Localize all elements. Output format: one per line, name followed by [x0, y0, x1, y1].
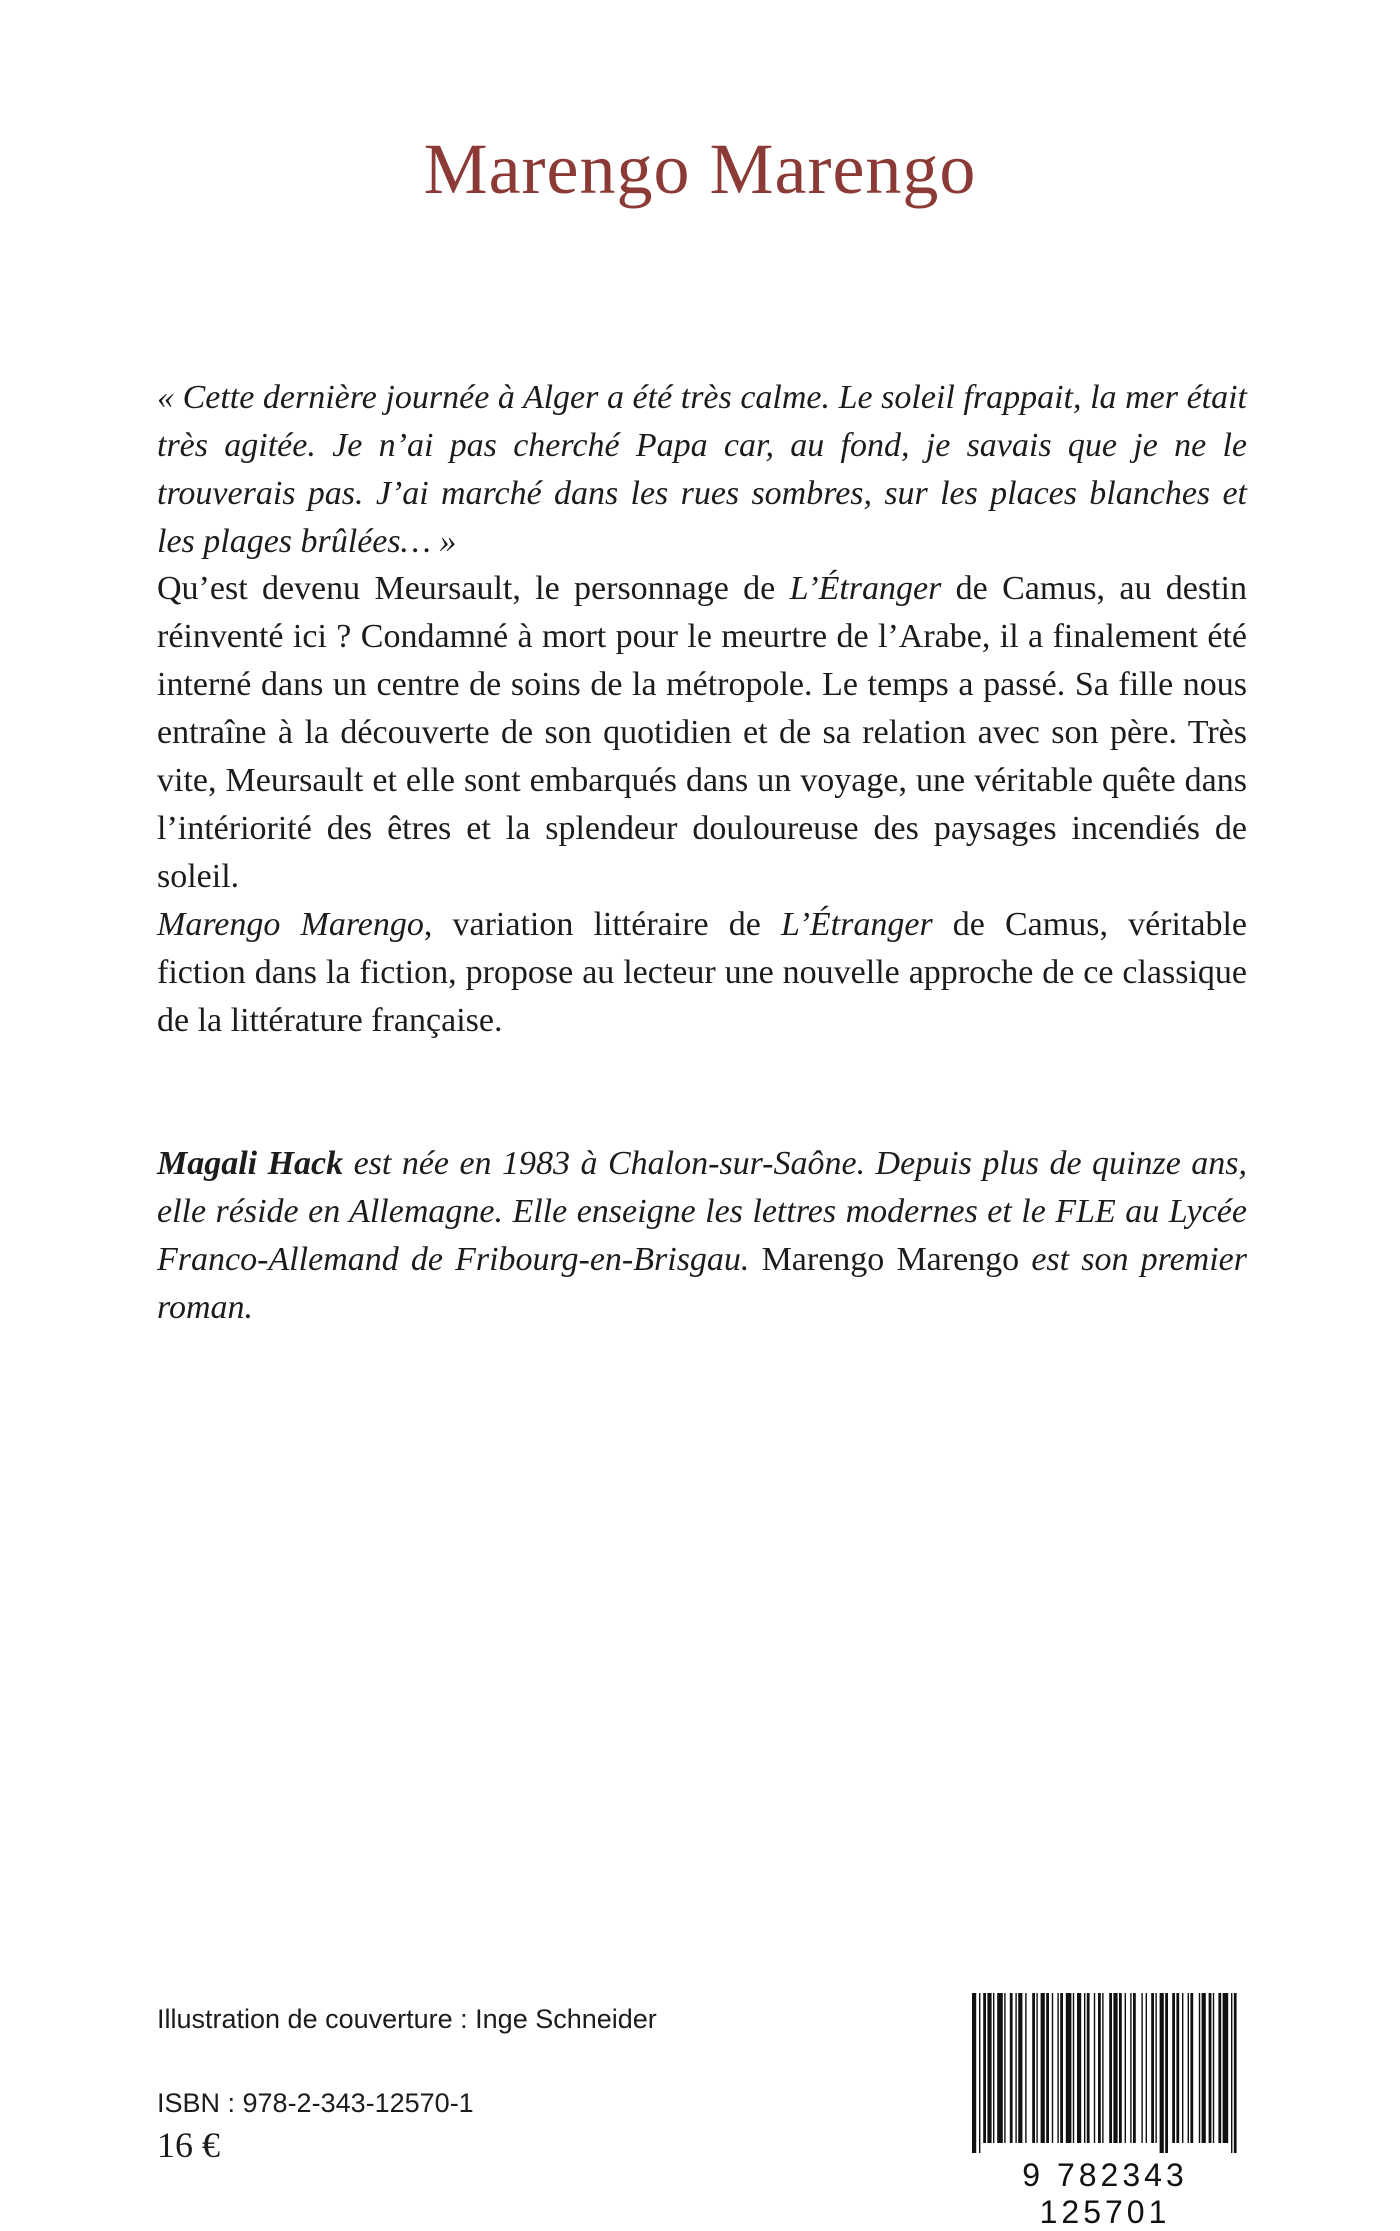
barcode-bar [1052, 1993, 1053, 2143]
barcode-bar [1084, 1993, 1085, 2143]
price: 16 € [157, 2125, 220, 2165]
barcode-bar [1190, 1993, 1193, 2143]
barcode-bar [1231, 1993, 1232, 2153]
barcode-bar [1209, 1993, 1212, 2143]
barcode-bar [1010, 1993, 1013, 2143]
barcode-bar [1223, 1993, 1229, 2143]
barcode-bar [1109, 1993, 1112, 2143]
barcode-bar [1066, 1993, 1072, 2143]
barcode-bar [1172, 1993, 1175, 2143]
barcode-bar [1004, 1993, 1005, 2143]
barcode-bar [1057, 1993, 1058, 2143]
barcode-bar [1073, 1993, 1074, 2143]
barcode-bar [1060, 1993, 1063, 2143]
barcode-bar [1025, 1993, 1026, 2143]
book-title-inline: Marengo Marengo [761, 1241, 1020, 1278]
book-summary [157, 565, 1247, 1045]
barcode-bar [1188, 1993, 1189, 2143]
barcode-bar [1018, 1993, 1022, 2143]
barcode-bar [1087, 1993, 1090, 2143]
barcode-bar [1098, 1993, 1101, 2143]
barcode-bar [1182, 1993, 1183, 2143]
barcode-bar [1077, 1993, 1081, 2143]
barcode-bar [1146, 1993, 1147, 2143]
barcode-bar [1032, 1993, 1035, 2143]
barcode-bar [1213, 1993, 1214, 2143]
author-bio: Magali Hack est née en 1983 à Chalon-sur-Saône. Depuis plus de quinze ans, elle réside en Allemagne. Elle enseigne les lettres modernes et le FLE au Lycée Franco-Allemand de Fribourg-en-Brisgau. Marengo Marengo est son premier roman. [157, 1145, 1247, 1326]
barcode-digits: 9 782343 125701 [1022, 2157, 1188, 2230]
epigraph-quote [157, 374, 1247, 566]
book-title-inline: Marengo Marengo [157, 906, 424, 943]
barcode-bar [1176, 1993, 1179, 2143]
barcode-bar [1234, 1993, 1237, 2153]
barcode-bar [1119, 1993, 1122, 2143]
isbn: ISBN : 978-2-343-12570-1 [157, 2088, 474, 2118]
barcode-bar [1036, 1993, 1037, 2143]
barcode-bar [983, 1993, 986, 2143]
barcode-bar [1130, 1993, 1131, 2143]
barcode-bar [972, 1993, 976, 2153]
barcode-bar [997, 1993, 1003, 2143]
barcode-bar [1041, 1993, 1045, 2143]
barcode-bar [1102, 1993, 1103, 2143]
barcode-bar [1160, 1993, 1164, 2153]
work-title: L’Étranger [789, 570, 942, 607]
barcode-bar [993, 1993, 994, 2143]
barcode-bar [1165, 1993, 1168, 2153]
book-title: Marengo Marengo [423, 129, 977, 209]
author-name: Magali Hack [157, 1145, 344, 1182]
barcode-bar [987, 1993, 991, 2143]
barcode-bar [1141, 1993, 1142, 2143]
barcode-bar [1015, 1993, 1016, 2143]
quote-text: « Cette dernière journée à Alger a été très calme. Le soleil frappait, la mer était très agitée. Je n’ai pas cherché Papa car, au fond, je savais que je ne le trouverais pas. J’ai marché dans les rues sombres, sur les places blanches et les plages brûlées… » [157, 379, 1247, 560]
work-title: L’Étranger [780, 906, 933, 943]
barcode-bar [1199, 1993, 1200, 2143]
barcode-bar [1113, 1993, 1117, 2143]
barcode-bar [1218, 1993, 1221, 2143]
summary-paragraph-1: Qu’est devenu Meursault, le personnage de L’Étranger de Camus, au destin réinventé ici ? Condamné à mort pour le meurtre de l’Arabe, il a finalement été interné dans un centre de soins de la métropole. Le temps a passé. Sa fille nous entraîne à la découverte de son quotidien et de sa relation avec son père. Très vite, Meursault et elle sont embarqués dans un voyage, une véritable quête dans l’intériorité des êtres et la splendeur douloureuse des paysages incendiés de soleil. [157, 570, 1248, 895]
barcode-bar [1125, 1993, 1126, 2143]
barcode-bar [1202, 1993, 1206, 2143]
barcode-bar [979, 1993, 980, 2153]
barcode [960, 1993, 1250, 2230]
cover-illustration-credit: Illustration de couverture : Inge Schneider [157, 2004, 657, 2034]
barcode-bar [1151, 1993, 1154, 2143]
summary-paragraph-2: Marengo Marengo, variation littéraire de L’Étranger de Camus, véritable fiction dans la fiction, propose au lecteur une nouvelle approche de ce classique de la littérature française. [157, 906, 1247, 1039]
barcode-bar [1155, 1993, 1156, 2143]
barcode-bars [972, 1993, 1238, 2153]
barcode-bar [1094, 1993, 1095, 2143]
barcode-bar [1046, 1993, 1049, 2143]
barcode-bar [1133, 1993, 1136, 2143]
